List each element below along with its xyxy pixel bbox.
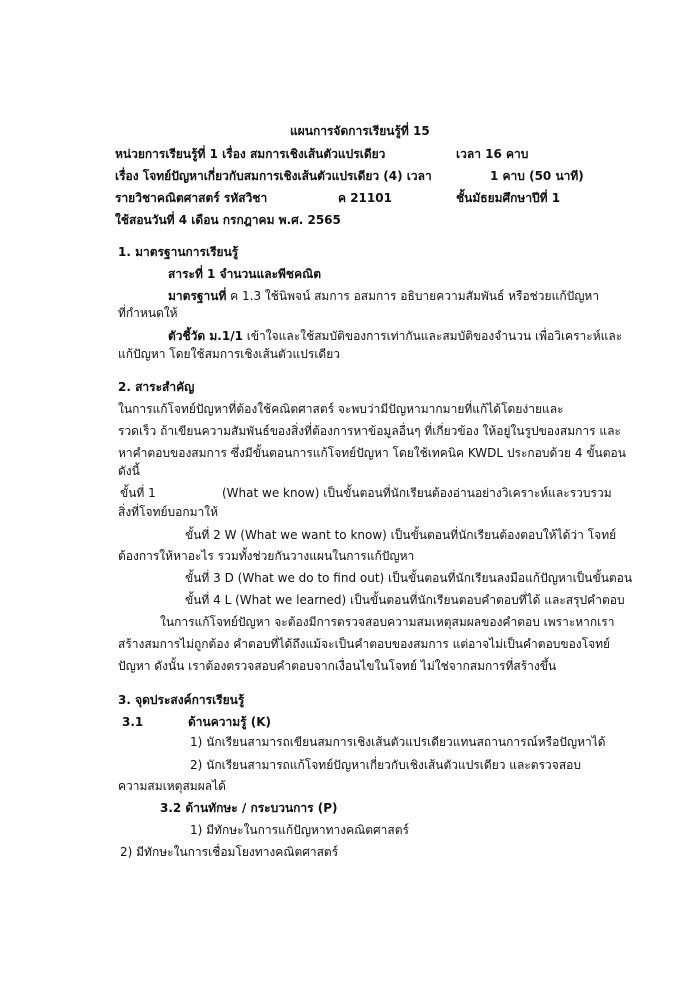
unit-label: หน่วยการเรียนรู้ที่ 1 เรื่อง สมการเชิงเส้นตัวแปรเดียว <box>115 147 386 161</box>
strand-title: สาระที่ 1 จำนวนและพีชคณิต <box>168 267 322 281</box>
teaching-date: ใช้สอนวันที่ 4 เดือน กรกฎาคม พ.ศ. 2565 <box>115 213 341 227</box>
knowledge-objective-1: 1) นักเรียนสามารถเขียนสมการเชิงเส้นตัวแปรเดียวแทนสถานการณ์หรือปัญหาได้ <box>190 735 606 749</box>
standard-label: มาตรฐานที่ <box>168 289 227 303</box>
indicator-text: เข้าใจและใช้สมบัติของการเท่ากันและสมบัติของจำนวน เพื่อวิเคราะห์และ <box>242 329 623 343</box>
step-2-text: ขั้นที่ 2 W (What we want to know) เป็นขั้นตอนที่นักเรียนต้องตอบให้ได้ว่า โจทย์ <box>185 528 617 542</box>
skill-heading: 3.2 ด้านทักษะ / กระบวนการ (P) <box>160 801 338 815</box>
subject-code: ค 21101 <box>338 191 392 205</box>
step-1-text: (What we know) เป็นขั้นตอนที่นักเรียนต้องอ่านอย่างวิเคราะห์และรวบรวม <box>222 486 612 500</box>
standard-text: ค 1.3 ใช้นิพจน์ สมการ อสมการ อธิบายความสัมพันธ์ หรือช่วยแก้ปัญหา <box>226 289 600 303</box>
topic-label: เรื่อง โจทย์ปัญหาเกี่ยวกับสมการเชิงเส้นตัวแปรเดียว (4) เวลา <box>115 169 432 183</box>
indicator-continued: แก้ปัญหา โดยใช้สมการเชิงเส้นตัวแปรเดียว <box>118 347 340 361</box>
section-3-heading: 3. จุดประสงค์การเรียนรู้ <box>118 693 245 707</box>
page-title: แผนการจัดการเรียนรู้ที่ 15 <box>290 124 430 138</box>
step-4-text: ขั้นที่ 4 L (What we learned) เป็นขั้นตอนที่นักเรียนตอบคำตอบที่ได้ และสรุปคำตอบ <box>185 593 625 607</box>
step-1-label: ขั้นที่ 1 <box>120 486 156 500</box>
topic-time: 1 คาบ (50 นาที) <box>490 169 584 183</box>
verification-line: สร้างสมการไม่ถูกต้อง คำตอบที่ได้ถึงแม้จะเป็นคำตอบของสมการ แต่อาจไม่เป็นคำตอบของโจทย์ <box>118 637 611 651</box>
unit-time: เวลา 16 คาบ <box>456 147 529 161</box>
verification-line: ในการแก้โจทย์ปัญหา จะต้องมีการตรวจสอบความสมเหตุสมผลของคำตอบ เพราะหากเรา <box>160 615 615 629</box>
knowledge-heading: ด้านความรู้ (K) <box>188 715 272 729</box>
skill-objective-2: 2) มีทักษะในการเชื่อมโยงทางคณิตศาสตร์ <box>120 845 339 859</box>
knowledge-objective-2: 2) นักเรียนสามารถแก้โจทย์ปัญหาเกี่ยวกับเชิงเส้นตัวแปรเดียว และตรวจสอบ <box>190 758 581 772</box>
key-concept-line: ในการแก้โจทย์ปัญหาที่ต้องใช้คณิตศาสตร์ จะพบว่ามีปัญหามากมายที่แก้ได้โดยง่ายและ <box>118 402 564 416</box>
standard-line <box>168 288 599 304</box>
step-3-text: ขั้นที่ 3 D (What we do to find out) เป็นขั้นตอนที่นักเรียนลงมือแก้ปัญหาเป็นขั้นตอน <box>185 571 633 585</box>
verification-line: ปัญหา ดังนั้น เราต้องตรวจสอบคำตอบจากเงื่อนไขในโจทย์ ไม่ใช่จากสมการที่สร้างขึ้น <box>118 659 557 673</box>
subject-label: รายวิชาคณิตศาสตร์ รหัสวิชา <box>115 191 268 205</box>
step-1-continued: สิ่งที่โจทย์บอกมาให้ <box>118 505 219 519</box>
key-concept-line: หาคำตอบของสมการ ซึ่งมีขั้นตอนการแก้โจทย์ปัญหา โดยใช้เทคนิค KWDL ประกอบด้วย 4 ขั้นตอน <box>118 446 626 460</box>
knowledge-number: 3.1 <box>122 715 144 729</box>
grade-level: ชั้นมัธยมศึกษาปีที่ 1 <box>456 191 561 205</box>
step-2-continued: ต้องการให้หาอะไร รวมทั้งช่วยกันวางแผนในการแก้ปัญหา <box>118 549 415 563</box>
key-concept-line: ดังนี้ <box>118 464 140 478</box>
skill-objective-1: 1) มีทักษะในการแก้ปัญหาทางคณิตศาสตร์ <box>190 823 409 837</box>
section-1-heading: 1. มาตรฐานการเรียนรู้ <box>118 245 239 259</box>
standard-continued: ที่กำหนดให้ <box>118 306 178 320</box>
key-concept-line: รวดเร็ว ถ้าเขียนความสัมพันธ์ของสิ่งที่ต้องการหาข้อมูลอื่นๆ ที่เกี่ยวข้อง ให้อยู่ในรูปของสมการ และ <box>118 424 621 438</box>
indicator-line <box>168 328 622 344</box>
knowledge-objective-2-continued: ความสมเหตุสมผลได้ <box>118 779 226 793</box>
indicator-label: ตัวชี้วัด ม.1/1 <box>168 329 243 343</box>
section-2-heading: 2. สาระสำคัญ <box>118 380 195 394</box>
